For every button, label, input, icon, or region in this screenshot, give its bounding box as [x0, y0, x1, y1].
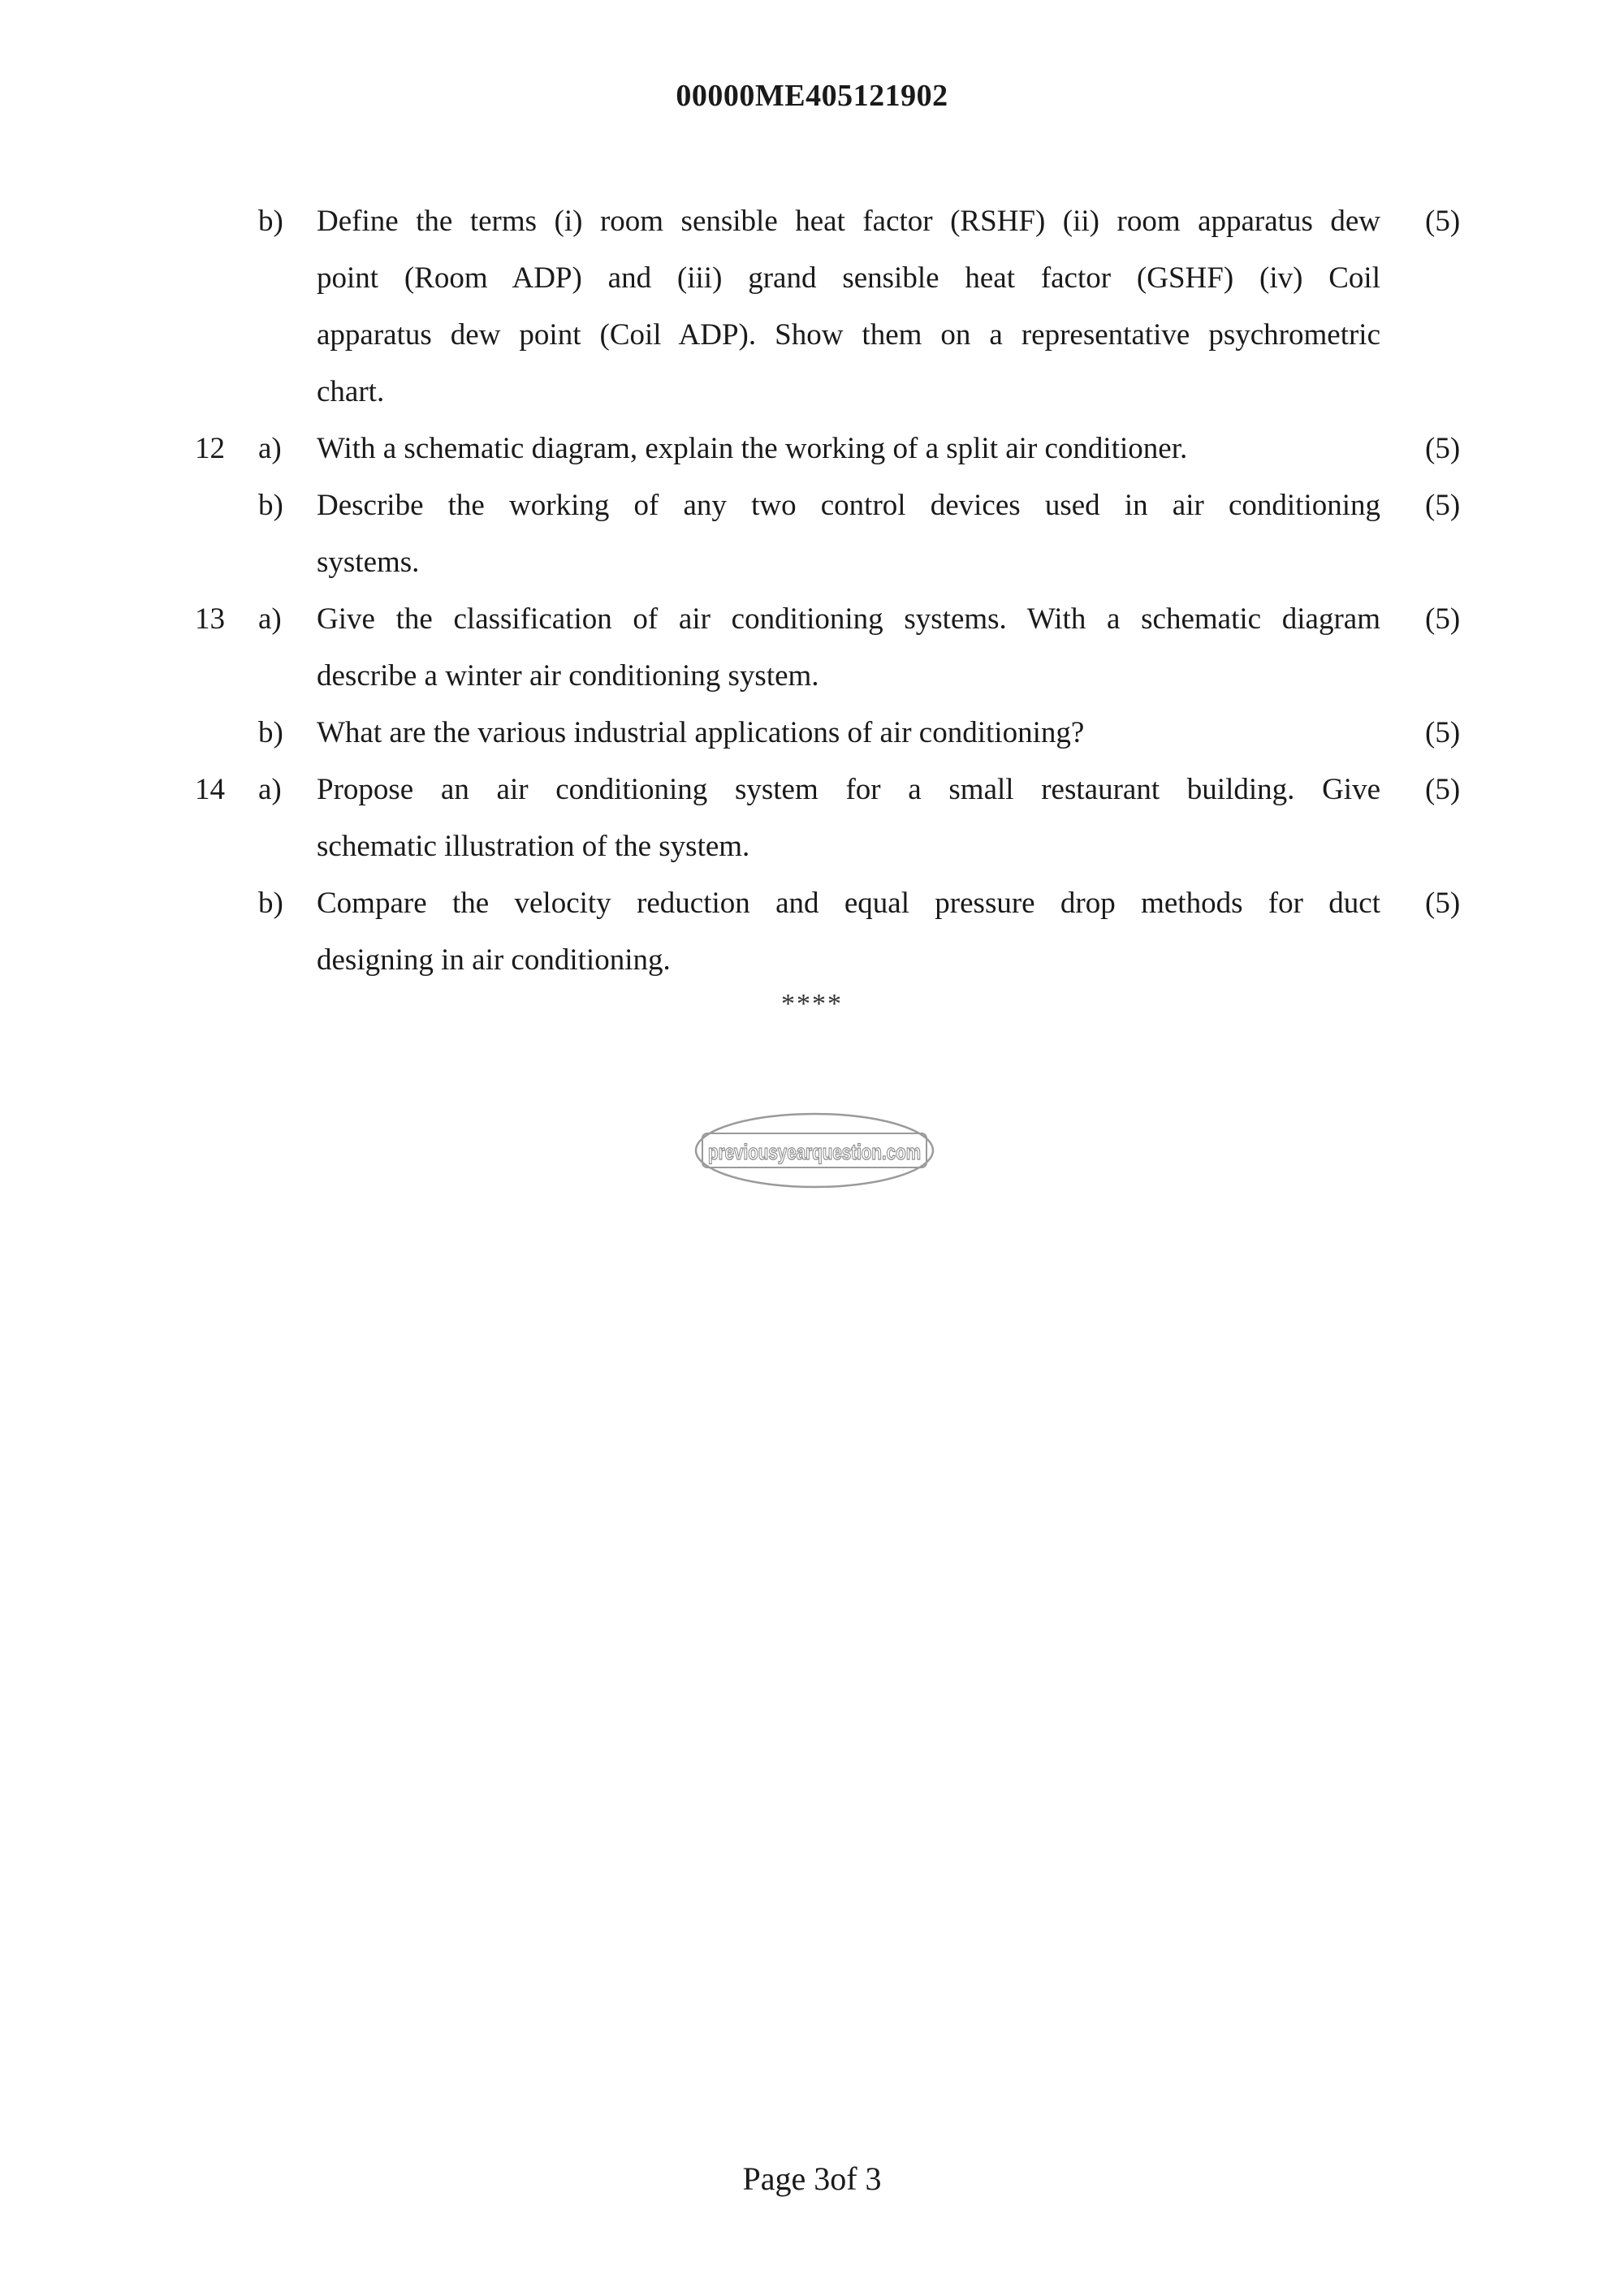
question-number: 13 — [195, 602, 225, 636]
question-line — [0, 762, 1624, 818]
question-part-label: a) — [258, 432, 282, 465]
question-number: 12 — [195, 432, 225, 465]
question-text: Give the classification of air conditioning systems. With a schematic diagram — [317, 602, 1380, 636]
question-text: Define the terms (i) room sensible heat factor (RSHF) (ii) room apparatus dew — [317, 205, 1380, 238]
question-text: Propose an air conditioning system for a small restaurant building. Give — [317, 773, 1380, 806]
question-part-label: a) — [258, 773, 282, 806]
question-part-label: a) — [258, 602, 282, 636]
question-number: 14 — [195, 773, 225, 806]
page-number: Page 3of 3 — [742, 2160, 882, 2197]
question-line — [0, 364, 1624, 421]
question-line — [0, 932, 1624, 989]
question-part-label: b) — [258, 887, 283, 920]
question-marks: (5) — [1425, 205, 1461, 238]
question-line — [0, 591, 1624, 648]
question-text: describe a winter air conditioning system. — [317, 659, 819, 693]
question-line — [0, 193, 1624, 250]
question-marks: (5) — [1425, 602, 1461, 636]
question-line — [0, 648, 1624, 705]
question-marks: (5) — [1425, 716, 1461, 749]
question-text: apparatus dew point (Coil ADP). Show them on a representative psychrometric — [317, 318, 1380, 352]
watermark-text: previousyearquestion.com — [708, 1140, 921, 1164]
question-text: designing in air conditioning. — [317, 943, 671, 977]
question-line — [0, 307, 1624, 364]
question-part-label: b) — [258, 489, 283, 522]
question-line — [0, 818, 1624, 875]
question-text: What are the various industrial applications of air conditioning? — [317, 716, 1085, 749]
question-line — [0, 477, 1624, 534]
question-line — [0, 421, 1624, 477]
question-text: Describe the working of any two control devices used in air conditioning — [317, 489, 1380, 522]
question-line — [0, 705, 1624, 762]
watermark-logo — [693, 1111, 936, 1190]
end-marker: **** — [781, 989, 843, 1019]
question-line — [0, 534, 1624, 591]
question-part-label: b) — [258, 716, 283, 749]
question-marks: (5) — [1425, 773, 1461, 806]
question-text: point (Room ADP) and (iii) grand sensible heat factor (GSHF) (iv) Coil — [317, 261, 1380, 295]
question-marks: (5) — [1425, 887, 1461, 920]
question-line — [0, 875, 1624, 932]
question-list — [0, 193, 1624, 989]
question-line — [0, 250, 1624, 307]
question-marks: (5) — [1425, 489, 1461, 522]
question-marks: (5) — [1425, 432, 1461, 465]
question-text: Compare the velocity reduction and equal pressure drop methods for duct — [317, 887, 1380, 920]
question-text: systems. — [317, 546, 420, 579]
question-part-label: b) — [258, 205, 283, 238]
question-text: With a schematic diagram, explain the working of a split air conditioner. — [317, 432, 1188, 465]
question-text: chart. — [317, 375, 385, 408]
paper-code: 00000ME405121902 — [676, 79, 948, 113]
question-text: schematic illustration of the system. — [317, 830, 750, 863]
